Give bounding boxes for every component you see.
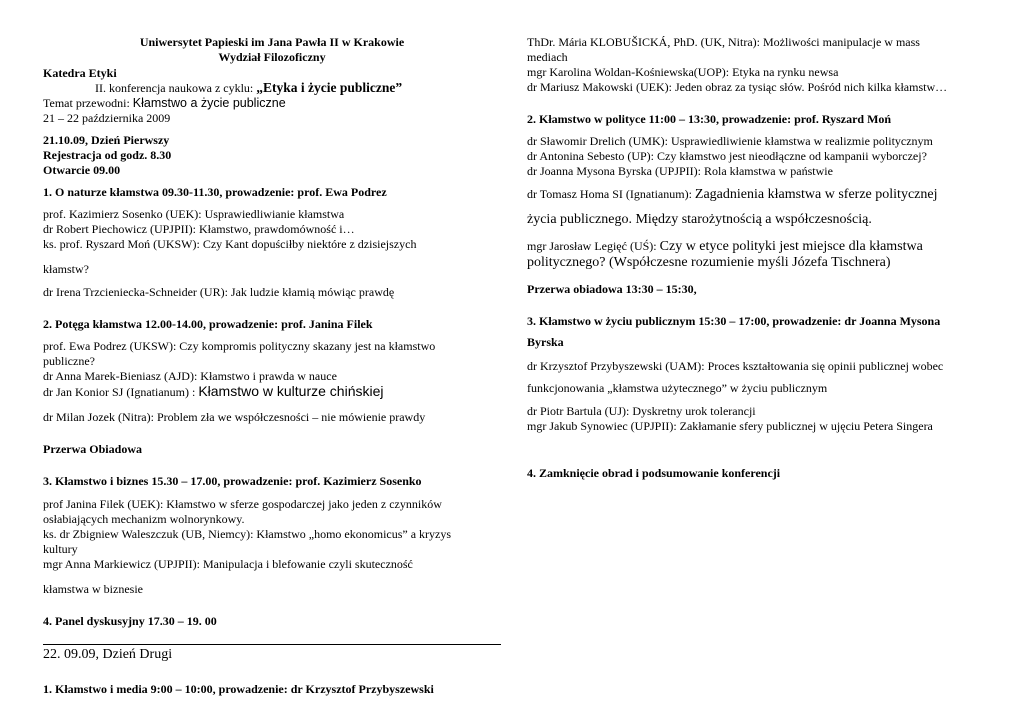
talk-item: dr Anna Marek-Bieniasz (AJD): Kłamstwo i prawda w nauce: [43, 369, 337, 383]
theme-title: Kłamstwo a życie publiczne: [132, 96, 286, 110]
divider: [43, 644, 501, 645]
talk-item-cont: kłamstw?: [43, 262, 89, 276]
day1-heading: 21.10.09, Dzień Pierwszy: [43, 133, 170, 147]
talk-title: Zagadnienia kłamstwa w sferze politycznej: [694, 187, 938, 202]
talk-item: dr Krzysztof Przybyszewski (UAM): Proces kształtowania się opinii publicznej wobec: [527, 359, 944, 373]
talk-item: prof. Ewa Podrez (UKSW): Czy kompromis polityczny skazany jest na kłamstwo: [43, 339, 436, 353]
talk-item-cont: mediach: [527, 50, 568, 64]
talk-item-cont: publiczne?: [43, 354, 95, 368]
talk-item: ThDr. Mária KLOBUŠICKÁ, PhD. (UK, Nitra): Możliwości manipulacje w mass: [527, 35, 920, 49]
opening-time: Otwarcie 09.00: [43, 163, 121, 177]
talk-speaker: dr Tomasz Homa SI (Ignatianum):: [527, 187, 695, 201]
talk-item: [527, 239, 923, 255]
talk-item-cont: osłabiających mechanizm wolnorynkowy.: [43, 512, 245, 526]
talk-item: prof. Kazimierz Sosenko (UEK): Usprawiedliwianie kłamstwa: [43, 207, 345, 221]
talk-title: Czy w etyce polityki jest miejsce dla kłamstwa: [659, 239, 923, 254]
talk-item: dr Milan Jozek (Nitra): Problem zła we współczesności – nie mówienie prawdy: [43, 410, 426, 424]
lunch-break: Przerwa Obiadowa: [43, 442, 142, 456]
talk-item-cont: kultury: [43, 542, 78, 556]
faculty-name: Wydział Filozoficzny: [218, 50, 326, 64]
talk-speaker: mgr Jarosław Legięć (UŚ):: [527, 239, 660, 253]
talk-item: mgr Karolina Woldan-Kośniewska(UOP): Etyka na rynku newsa: [527, 65, 839, 79]
session-title: 3. Kłamstwo w życiu publicznym 15:30 – 17:00, prowadzenie: dr Joanna Mysona: [527, 314, 941, 328]
closing-session: 4. Zamknięcie obrad i podsumowanie konferencji: [527, 466, 781, 480]
conference-title: „Etyka i życie publiczne”: [256, 80, 403, 95]
registration-time: Rejestracja od godz. 8.30: [43, 148, 172, 162]
talk-title: Kłamstwo w kulturze chińskiej: [198, 383, 384, 399]
talk-item-cont: życia publicznego. Między starożytnością a współczesnością.: [527, 212, 872, 227]
talk-item: [527, 187, 937, 203]
talk-speaker: dr Jan Konior SJ (Ignatianum) :: [43, 385, 199, 399]
talk-item-cont: politycznego? (Współczesne rozumienie myśli Józefa Tischnera): [527, 255, 891, 270]
talk-item-cont: kłamstwa w biznesie: [43, 582, 143, 596]
talk-item: dr Mariusz Makowski (UEK): Jeden obraz za tysiąc słów. Pośród nich kilka kłamstw…: [527, 80, 948, 94]
talk-item: dr Joanna Mysona Byrska (UPJPII): Rola kłamstwa w państwie: [527, 164, 833, 178]
lunch-break: Przerwa obiadowa 13:30 – 15:30,: [527, 282, 697, 296]
panel-session: 4. Panel dyskusyjny 17.30 – 19. 00: [43, 614, 217, 628]
talk-item: dr Robert Piechowicz (UPJPII): Kłamstwo, prawdomówność i…: [43, 222, 355, 236]
session-title: 2. Kłamstwo w polityce 11:00 – 13:30, prowadzenie: prof. Ryszard Moń: [527, 112, 892, 126]
university-name: Uniwersytet Papieski im Jana Pawła II w Krakowie: [139, 35, 405, 49]
theme-prefix: Temat przewodni:: [43, 96, 133, 110]
talk-item: dr Sławomir Drelich (UMK): Usprawiedliwienie kłamstwa w realizmie politycznym: [527, 134, 933, 148]
talk-item: mgr Anna Markiewicz (UPJPII): Manipulacja i blefowanie czyli skuteczność: [43, 557, 413, 571]
talk-item: dr Piotr Bartula (UJ): Dyskretny urok tolerancji: [527, 404, 756, 418]
talk-item: dr Irena Trzcieniecka-Schneider (UR): Jak ludzie kłamią mówiąc prawdę: [43, 285, 395, 299]
talk-item: dr Antonina Sebesto (UP): Czy kłamstwo jest nieodłączne od kampanii wyborczej?: [527, 149, 927, 163]
talk-item: [43, 384, 383, 400]
session-title: 3. Kłamstwo i biznes 15.30 – 17.00, prowadzenie: prof. Kazimierz Sosenko: [43, 474, 422, 488]
conference-line: [95, 81, 402, 96]
session-title: 1. O naturze kłamstwa 09.30-11.30, prowadzenie: prof. Ewa Podrez: [43, 185, 387, 199]
talk-item: mgr Jakub Synowiec (UPJPII): Zakłamanie sfery publicznej w ujęciu Petera Singera: [527, 419, 933, 433]
session-title: 1. Kłamstwo i media 9:00 – 10:00, prowadzenie: dr Krzysztof Przybyszewski: [43, 682, 434, 696]
session-title: 2. Potęga kłamstwa 12.00-14.00, prowadzenie: prof. Janina Filek: [43, 317, 373, 331]
day2-heading: 22. 09.09, Dzień Drugi: [43, 647, 173, 662]
talk-item: ks. prof. Ryszard Moń (UKSW): Czy Kant dopuściłby niektóre z dzisiejszych: [43, 237, 417, 251]
talk-item: prof Janina Filek (UEK): Kłamstwo w sferze gospodarczej jako jeden z czynników: [43, 497, 442, 511]
conference-dates: 21 – 22 października 2009: [43, 111, 171, 125]
conference-prefix: II. konferencja naukowa z cyklu:: [95, 81, 257, 95]
theme-line: [43, 96, 286, 111]
department-name: Katedra Etyki: [43, 66, 117, 80]
session-title-cont: Byrska: [527, 335, 564, 349]
talk-item-cont: funkcjonowania „kłamstwa użytecznego” w życiu publicznym: [527, 381, 828, 395]
talk-item: ks. dr Zbigniew Waleszczuk (UB, Niemcy): Kłamstwo „homo ekonomicus” a kryzys: [43, 527, 452, 541]
